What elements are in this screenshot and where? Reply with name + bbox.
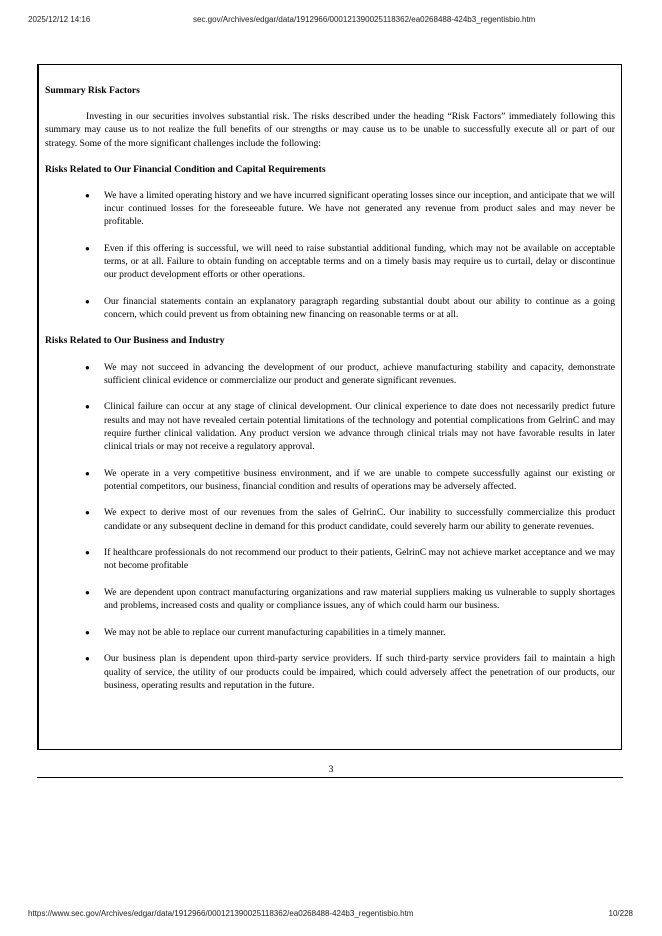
section-heading-business: Risks Related to Our Business and Industry [45,335,225,347]
list-item [45,467,615,493]
list-item [45,626,615,639]
bullet-icon: ● [85,548,90,558]
financial-risks-list [45,189,615,321]
bullet-icon: ● [85,588,90,598]
list-item [45,189,615,229]
risk-text: Our business plan is dependent upon third-party service providers. If such third-party service providers fail to maintain a high quality of service, the utility of our products could be impaired, which could adversely affect the penetration of our products, our business, operating results and reputation in the future. [104,653,615,691]
list-item [45,586,615,612]
risk-text: We expect to derive most of our revenues from the sales of GelrinC. Our inability to successfully commercialize this product candidate or any subsequent decline in demand for this product candidate, could severely harm our ability to generate revenues. [104,507,615,532]
intro-paragraph: Investing in our securities involves substantial risk. The risks described under the heading “Risk Factors” immediately following this summary may cause us to not realize the full benefits of our strengths or may cause us to be unable to successfully execute all or part of our strategy. Some of the more significant challenges include the following: [45,111,615,149]
risk-text: We are dependent upon contract manufacturing organizations and raw material suppliers making us vulnerable to supply shortages and problems, increased costs and quality or compliance issues, any of which could harm our business. [104,587,615,612]
list-item [45,506,615,532]
bullet-icon: ● [85,627,90,637]
page-number: 3 [328,764,334,775]
summary-heading: Summary Risk Factors [45,85,140,96]
bullet-icon: ● [85,508,90,518]
bullet-icon: ● [85,297,90,307]
bullet-icon: ● [85,654,90,664]
bullet-icon: ● [85,244,90,254]
print-page-count: 10/228 [608,909,633,918]
bullet-icon: ● [85,362,90,372]
risk-text: We have a limited operating history and we have incurred significant operating losses since our inception, and anticipate that we will incur continued losses for the foreseeable future. We have not generated any revenue from product sales and may never be profitable. [104,190,615,228]
box-content [45,84,615,705]
business-risks-list [45,361,615,692]
list-item [45,295,615,321]
bullet-icon: ● [85,402,90,412]
bullet-icon: ● [85,468,90,478]
risk-text: Our financial statements contain an explanatory paragraph regarding substantial doubt about our ability to continue as a going concern, which could prevent us from obtaining new financing on reasonable terms or at all. [104,296,615,321]
risk-text: Clinical failure can occur at any stage of clinical development. Our clinical experience to date does not necessarily predict future results and may not have revealed certain potential limitations of the technology and potential complications from GelrinC and may require further clinical validation. Any product version we advance through clinical trials may not have favorable results in later clinical trials or may not receive a regulatory approval. [104,401,615,453]
risk-text: If healthcare professionals do not recommend our product to their patients, GelrinC may not achieve market acceptance and we may not become profitable [104,547,615,572]
print-footer [0,909,662,921]
page-divider [37,777,623,778]
print-header [0,15,662,27]
print-datetime: 2025/12/12 14:16 [28,15,91,24]
list-item [45,652,615,692]
print-url: https://www.sec.gov/Archives/edgar/data/1912966/000121390025118362/ea0268488-424b3_regentisbio.htm [28,909,414,918]
list-item [45,361,615,387]
bullet-icon: ● [85,191,90,201]
list-item [45,242,615,282]
risk-text: Even if this offering is successful, we will need to raise substantial additional funding, which may not be available on acceptable terms, or at all. Failure to obtain funding on acceptable terms and on a timely basis may require us to curtail, delay or discontinue our product development efforts or other operations. [104,243,615,281]
section-heading-financial: Risks Related to Our Financial Condition and Capital Requirements [45,163,326,175]
risk-text: We may not succeed in advancing the development of our product, achieve manufacturing stability and capacity, demonstrate sufficient clinical evidence or commercialize our product and generate significant revenues. [104,361,615,386]
print-page-title: sec.gov/Archives/edgar/data/1912966/000121390025118362/ea0268488-424b3_regentisbio.htm [193,15,536,24]
list-item [45,400,615,453]
risk-text: We operate in a very competitive business environment, and if we are unable to compete successfully against our existing or potential competitors, our business, financial condition and results of operations may be adversely affected. [104,467,615,492]
risk-text: We may not be able to replace our current manufacturing capabilities in a timely manner. [104,626,446,638]
list-item [45,546,615,572]
summary-risk-factors-box [37,64,622,750]
